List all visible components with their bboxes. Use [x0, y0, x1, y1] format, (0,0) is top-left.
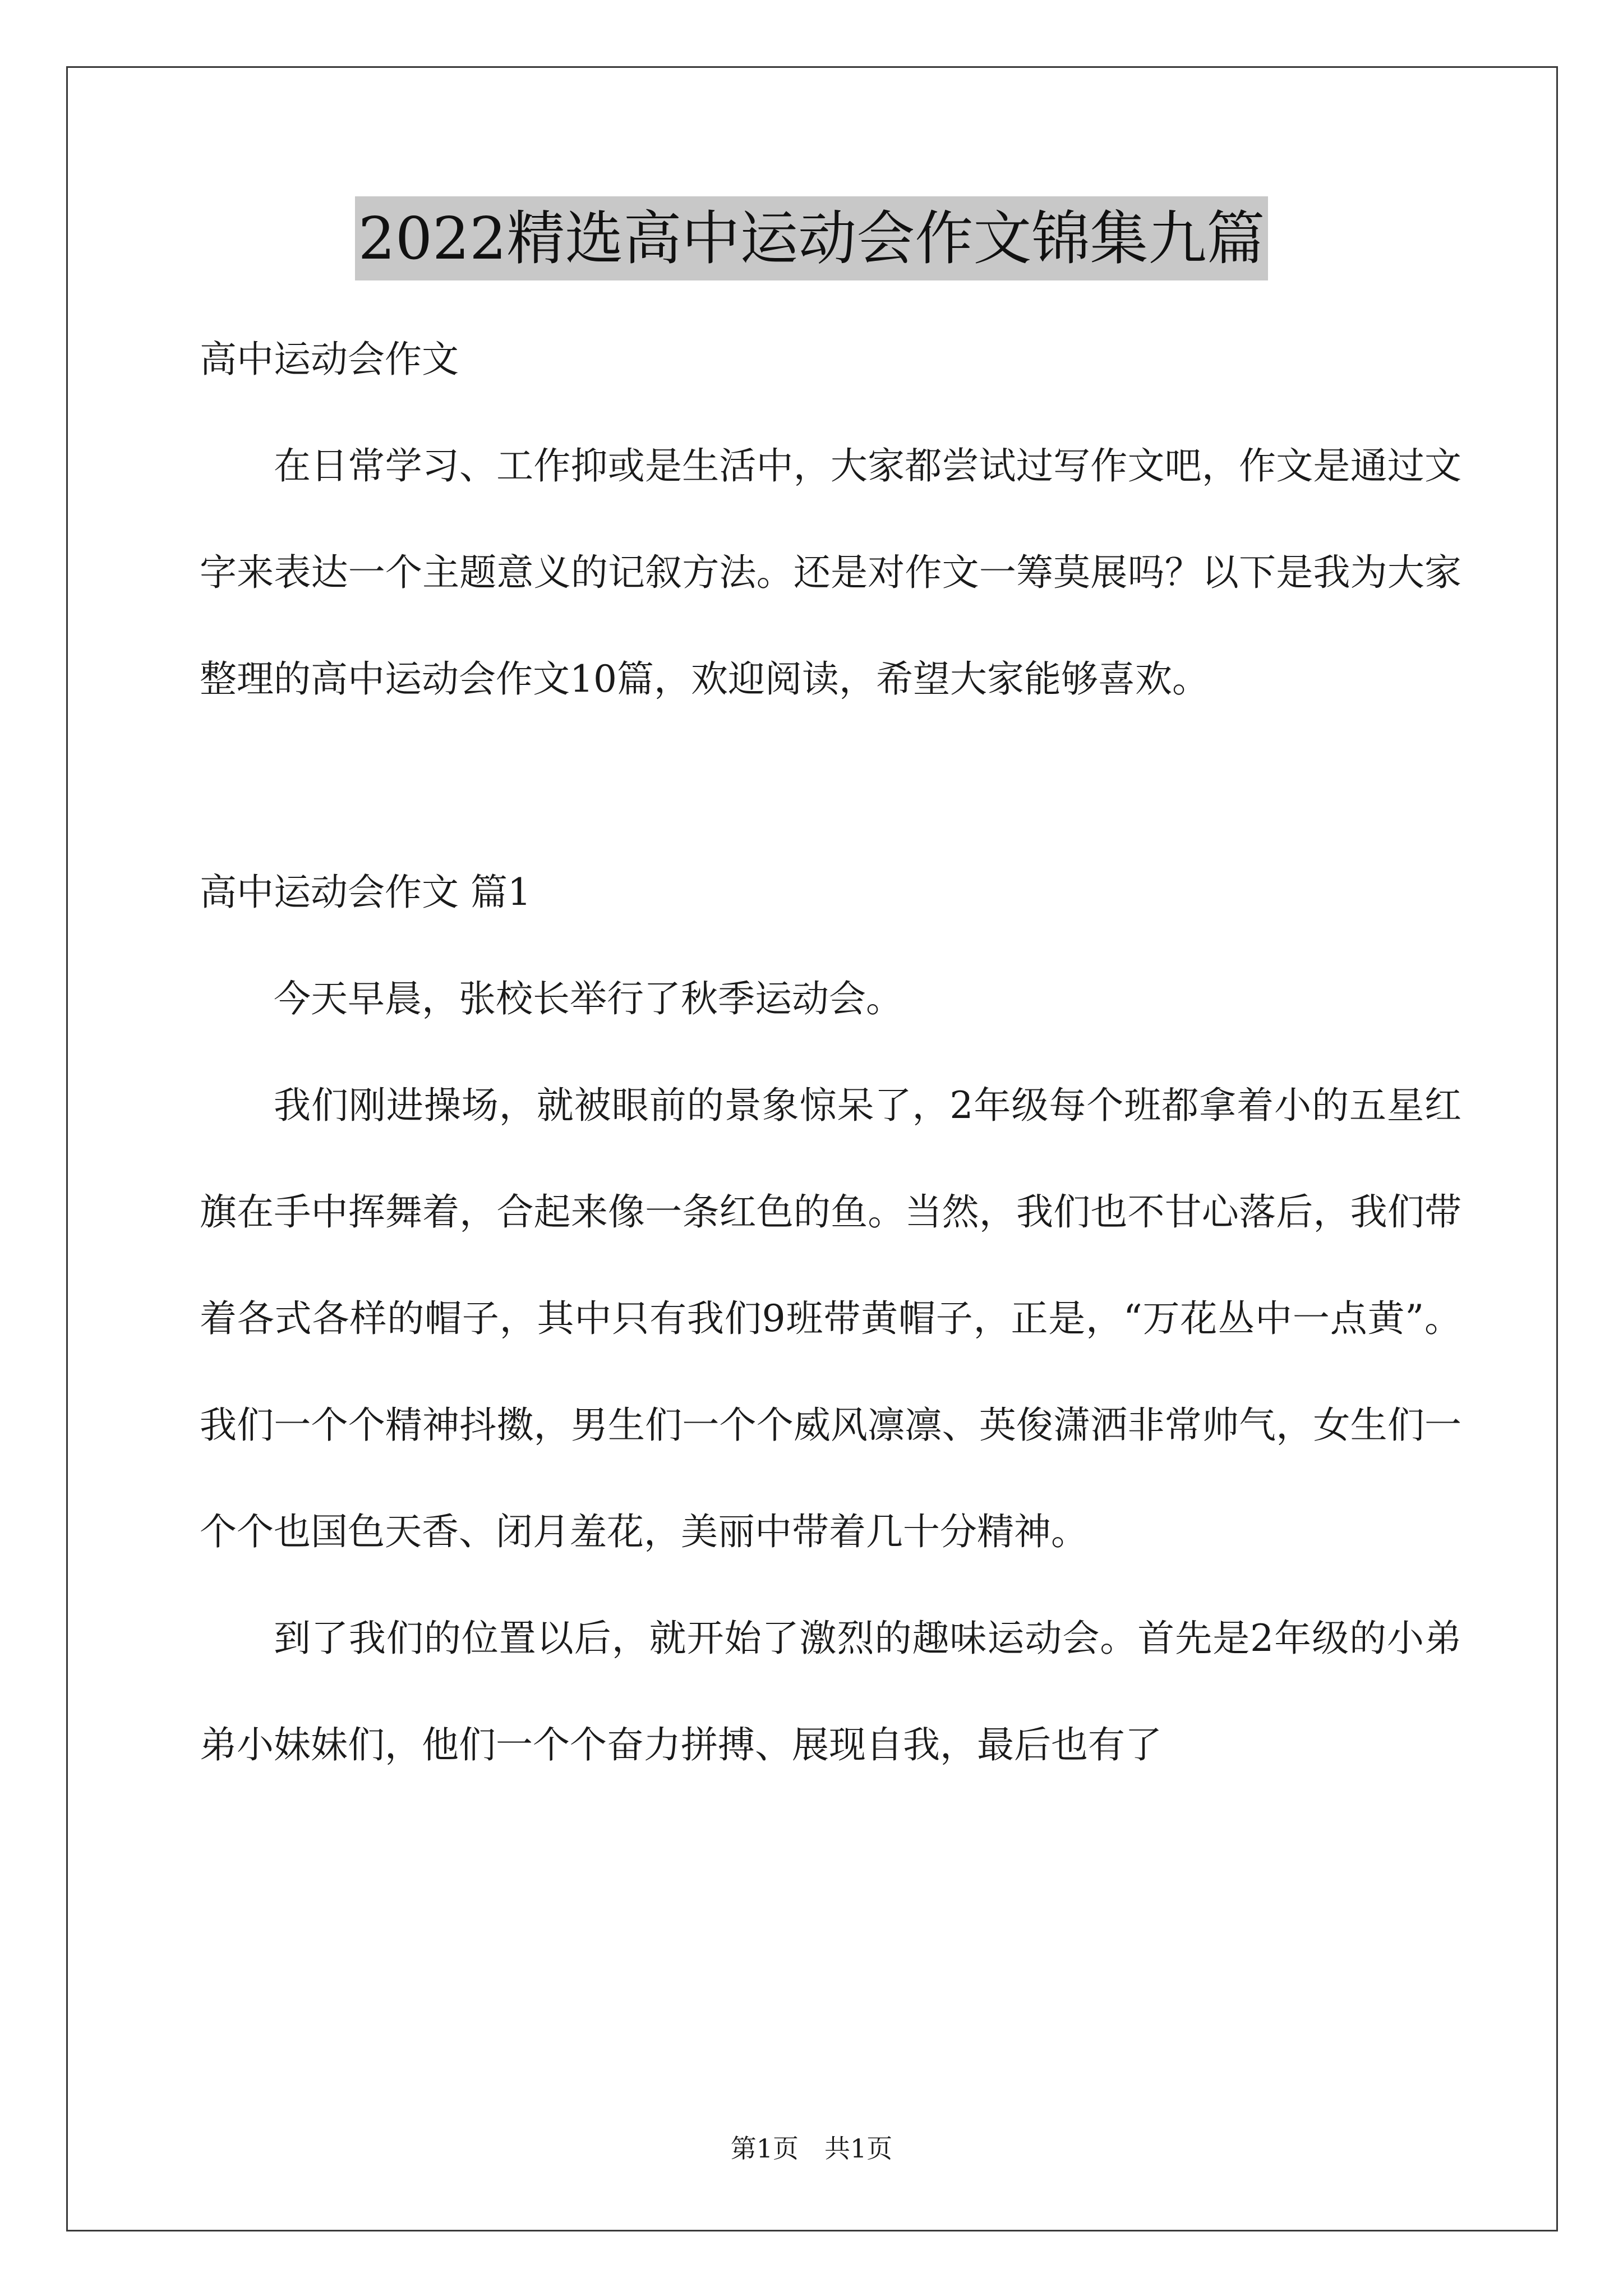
body-paragraph: 我们刚进操场，就被眼前的景象惊呆了，2年级每个班都拿着小的五星红旗在手中挥舞着，合起来像一条红色的鱼。当然，我们也不甘心落后，我们带着各式各样的帽子，其中只有我们9班带黄帽子，正是，“万花丛中一点黄”。我们一个个精神抖擞，男生们一个个威风凛凛、英俊潇洒非常帅气，女生们一个个也国色天香、闭月羞花，美丽中带着几十分精神。: [200, 1084, 1461, 1553]
page-footer: 第1页 共1页: [730, 2133, 893, 2164]
section-heading: 高中运动会作文: [200, 338, 459, 381]
intro-paragraph: 在日常学习、工作抑或是生活中，大家都尝试过写作文吧，作文是通过文字来表达一个主题意义的记叙方法。还是对作文一筹莫展吗？以下是我为大家整理的高中运动会作文10篇，欢迎阅读，希望大家能够喜欢。: [200, 444, 1461, 701]
body-paragraph: 今天早晨，张校长举行了秋季运动会。: [274, 977, 903, 1020]
document-body: [200, 306, 1461, 1798]
body-paragraph: 到了我们的位置以后，就开始了激烈的趣味运动会。首先是2年级的小弟弟小妹妹们，他们一个个奋力拼搏、展现自我，最后也有了: [200, 1617, 1461, 1766]
document-title: 2022精选高中运动会作文锦集九篇: [355, 196, 1269, 280]
section-heading: 高中运动会作文 篇1: [200, 871, 531, 914]
title-container: [0, 196, 1623, 280]
